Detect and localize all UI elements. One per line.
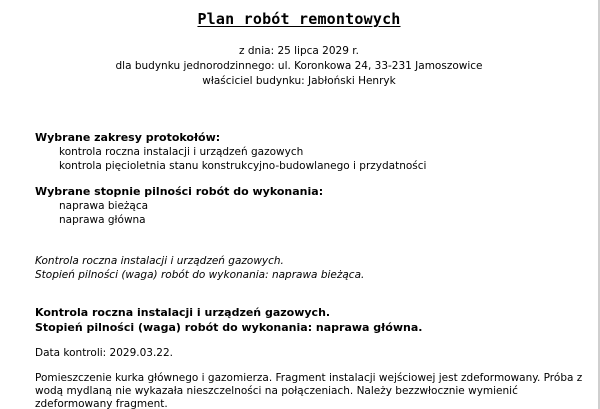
current-repair-urgency-line: Stopień pilności (waga) robót do wykonania: naprawa bieżąca. (35, 269, 365, 281)
building-owner: właściciel budynku: Jabłoński Henryk (202, 75, 396, 87)
main-repair-control-line: Kontrola roczna instalacji i urządzeń gazowych. (35, 306, 331, 319)
scope-item: kontrola roczna instalacji i urządzeń gazowych (59, 146, 304, 158)
urgency-item: naprawa bieżąca (59, 200, 149, 212)
building-address: dla budynku jednorodzinnego: ul. Koronkowa 24, 33-231 Jamoszowice (115, 60, 483, 72)
urgency-heading: Wybrane stopnie pilności robót do wykonania: (35, 185, 324, 198)
document-title (0, 10, 598, 28)
document-title-text: Plan robót remontowych (197, 10, 401, 28)
current-repair-control-line: Kontrola roczna instalacji i urządzeń gazowych. (35, 255, 284, 267)
control-date: Data kontroli: 2029.03.22. (35, 347, 173, 359)
scope-item: kontrola pięcioletnia stanu konstrukcyjno-budowlanego i przydatności (59, 160, 427, 172)
main-repair-urgency-line: Stopień pilności (waga) robót do wykonania: naprawa główna. (35, 321, 423, 334)
inspection-finding: Pomieszczenie kurka głównego i gazomierza. Fragment instalacji wejściowej jest zdeformowany. Próba z wodą mydlaną nie wykazała nieszczelności na połączeniach. Należy bezzwłocznie wymienić zdeformowany fragment. (35, 372, 583, 409)
scopes-heading: Wybrane zakresy protokołów: (35, 131, 221, 144)
urgency-item: naprawa główna (59, 214, 146, 226)
document-date: z dnia: 25 lipca 2029 r. (239, 45, 359, 57)
